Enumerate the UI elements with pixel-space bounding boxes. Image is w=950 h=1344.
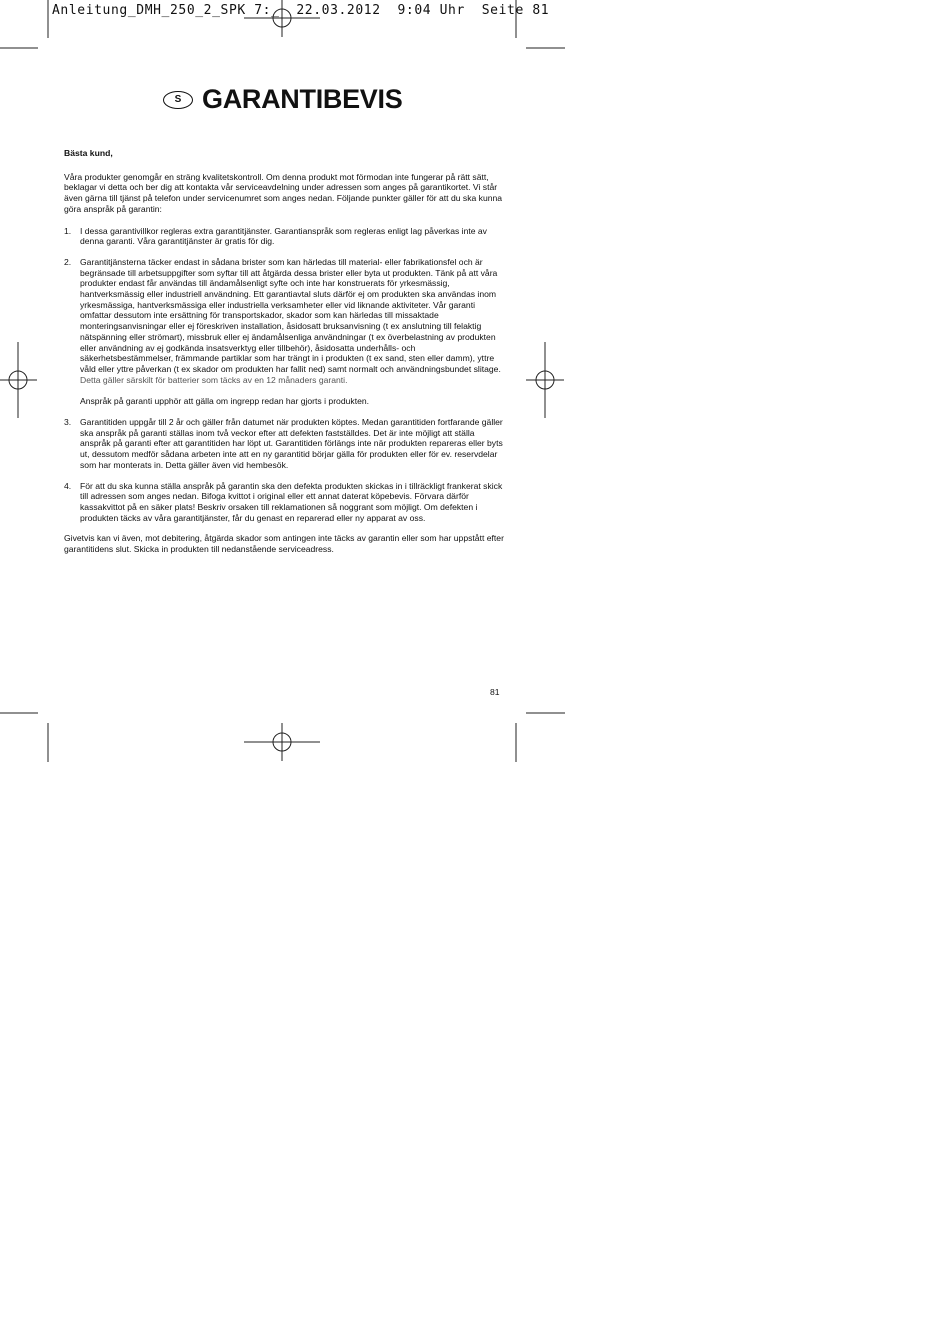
intro-paragraph: Våra produkter genomgår en sträng kvalitetskontroll. Om denna produkt mot förmodan inte fungerar på rätt sätt, beklagar vi detta och ber dig att kontakta vår serviceavdelning under adressen som anges på garantikortet. Vi står även gärna till tjänst på telefon under servicenumret som anges nedan. Följande punkter gäller för att du ska kunna göra anspråk på garantin: bbox=[64, 171, 503, 214]
warranty-text bbox=[64, 148, 506, 555]
print-slug: Anleitung_DMH_250_2_SPK 7:_ 22.03.2012 9:04 Uhr Seite 81 bbox=[52, 3, 550, 18]
list-item-number: 1. bbox=[64, 225, 72, 236]
language-badge: S bbox=[163, 91, 193, 109]
list-item bbox=[64, 226, 506, 247]
battery-note: Detta gäller särskilt för batterier som täcks av en 12 månaders garanti. bbox=[80, 374, 348, 385]
page-number: 81 bbox=[490, 687, 500, 697]
list-item-note: Anspråk på garanti upphör att gälla om ingrepp redan har gjorts i produkten. bbox=[80, 396, 370, 407]
list-item bbox=[64, 257, 506, 407]
list-item-text: I dessa garantivillkor regleras extra garantitjänster. Garantianspråk som regleras enligt lag påverkas inte av denna garanti. Våra garantitjänster är gratis för dig. bbox=[80, 225, 487, 247]
list-item-number: 4. bbox=[64, 480, 72, 491]
page-heading bbox=[163, 84, 402, 115]
list-item bbox=[64, 481, 506, 524]
list-item-number: 3. bbox=[64, 417, 72, 428]
closing-paragraph: Givetvis kan vi även, mot debitering, åtgärda skador som antingen inte täcks av garantin eller som har uppstått efter garantitidens slut. Skicka in produkten till nedanstående serviceadress. bbox=[64, 533, 504, 555]
list-item-text: Garantitiden uppgår till 2 år och gäller från datumet när produkten köptes. Medan garantitiden fortfarande gäller ska anspråk på garanti ställas inom två veckor efter att defekten fastställdes. Det är inte möjligt att ställa anspråk på garanti efter att garantitiden har löpt ut. Garantitiden förlängs inte när produkten repareras eller byts ut, dessutom medför sådana arbeten inte att en ny garantitid börjar gälla för produkten eller för ev. reservdelar som har monterats in. Detta gäller även vid hembesök. bbox=[80, 417, 503, 470]
list-item bbox=[64, 417, 506, 471]
list-item-text bbox=[80, 257, 506, 385]
salutation: Bästa kund, bbox=[64, 148, 113, 158]
list-item-number: 2. bbox=[64, 256, 72, 267]
list-item-text: För att du ska kunna ställa anspråk på garantin ska den defekta produkten skickas in i tillräckligt frankerat skick till adressen som anges nedan. Bifoga kvittot i original eller ett annat daterat köpebevis. Förvara därför kassakvittot på en säker plats! Beskriv orsaken till reklamationen så noggrant som möjligt. Om defekten i produkten täcks av våra garantitjänster, får du genast en reparerad eller ny apparat av oss. bbox=[80, 480, 503, 523]
list-item-main-text: Garantitjänsterna täcker endast in sådana brister som kan härledas till material- eller fabrikationsfel och är begränsade till arbetsuppgifter som syftar till att åtgärda dessa brister eller byta ut produkten. Tänk på att våra produkter endast får användas till ändamålsenligt syfte och inte har konstruerats för yrkesmässig, hantverksmässig eller industriell användning. Ett garantiavtal sluts därför ej om produkten ska användas inom yrkesmässiga, hantverksmässiga eller industriella verksamheter eller vid liknande aktiviteter. Vår garanti omfattar dessutom inte ersättning för transportskador, skador som kan härledas till missaktade monteringsanvisningar eller ej föreskriven installation, åsidosatt bruksanvisning (t ex anslutning till felaktig nätspänning eller strömart), missbruk eller ej ändamålsenliga användningar (t ex överbelastning av produkten eller användning av ej godkända insatsverktyg eller tillbehör), åsidosatta underhålls- och säkerhetsbestämmelser, främmande partiklar som har trängt in i produkten (t ex sand, sten eller damm), yttre våld eller yttre påverkan (t ex skador om produkten har fallit ned) samt normalt och användningsbundet slitage. bbox=[80, 256, 501, 374]
page-title: GARANTIBEVIS bbox=[202, 84, 403, 114]
